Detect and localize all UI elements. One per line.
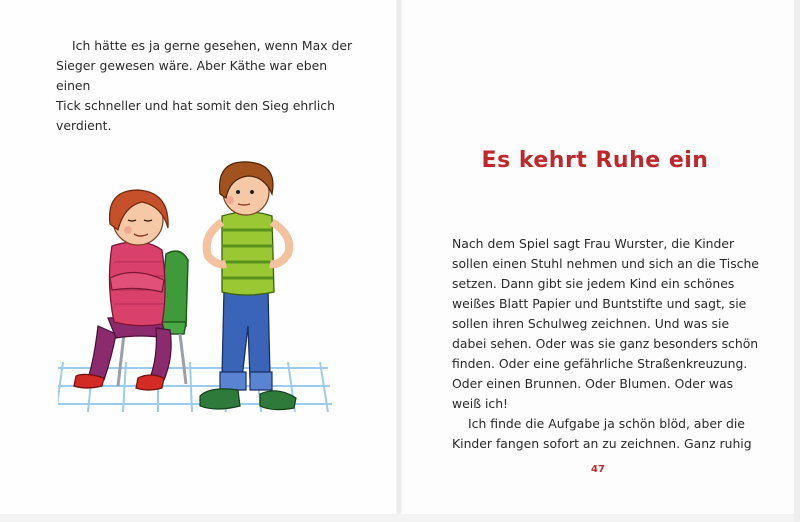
book-gutter	[396, 0, 402, 522]
body-line: dabei sehen. Oder was sie ganz besonders schön	[452, 336, 759, 351]
body-line: finden. Oder eine gefährliche Straßenkreuzung.	[452, 356, 748, 371]
right-body-text	[452, 234, 759, 454]
body-line: sollen einen Stuhl nehmen und sich an die Tische	[452, 256, 759, 271]
page-number: 47	[591, 464, 605, 475]
left-line-2: Sieger gewesen wäre. Aber Käthe war eben einen	[56, 58, 328, 93]
body-line: weißes Blatt Papier und Buntstifte und sagt, sie	[452, 296, 747, 311]
chapter-heading: Es kehrt Ruhe ein	[481, 148, 709, 173]
left-paragraph	[56, 36, 356, 136]
body-line: Kinder fangen sofort an zu zeichnen. Ganz ruhig	[452, 436, 752, 451]
left-line-4: verdient.	[56, 118, 112, 133]
body-line: Nach dem Spiel sagt Frau Wurster, die Kinder	[452, 236, 735, 251]
two-children-illustration	[58, 150, 333, 425]
page-edge-bottom	[0, 514, 800, 522]
left-line-1: Ich hätte es ja gerne gesehen, wenn Max der	[72, 38, 353, 53]
left-line-3: Tick schneller und hat somit den Sieg ehrlich	[56, 98, 335, 113]
girl-figure	[74, 190, 171, 390]
body-line: sollen ihren Schulweg zeichnen. Und was sie	[452, 316, 730, 331]
body-line: Oder einen Brunnen. Oder Blumen. Oder was	[452, 376, 734, 391]
body-line: setzen. Dann gibt sie jedem Kind ein schönes	[452, 276, 735, 291]
page-edge-right	[794, 0, 800, 522]
boy-figure	[200, 162, 296, 410]
body-line: weiß ich!	[452, 396, 509, 411]
body-line: Ich finde die Aufgabe ja schön blöd, aber die	[468, 416, 745, 431]
